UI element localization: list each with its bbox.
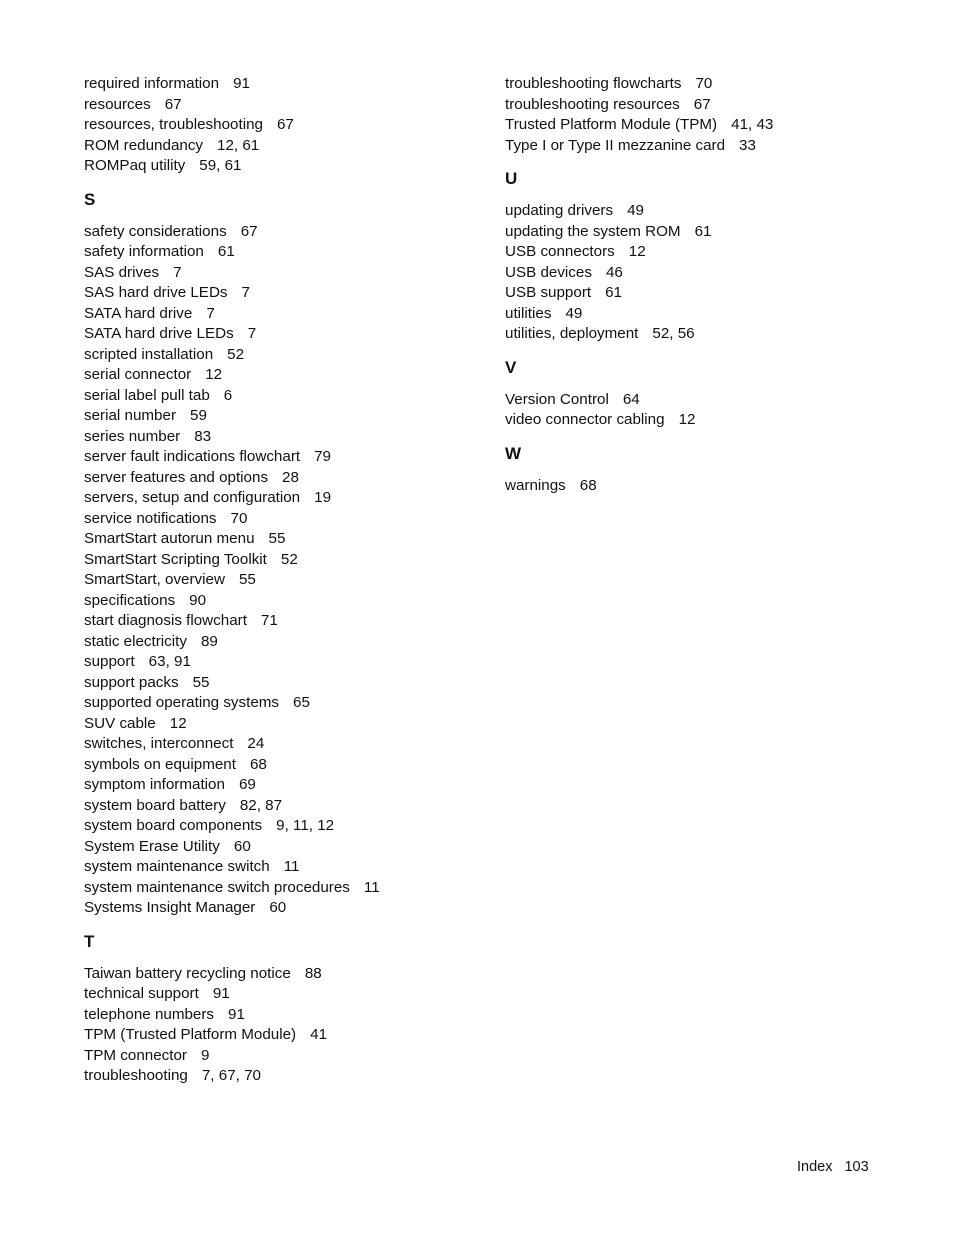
index-entry xyxy=(84,611,484,632)
index-term: Taiwan battery recycling notice xyxy=(84,964,291,982)
index-page-refs: 64 xyxy=(622,390,640,408)
index-entry xyxy=(84,632,484,653)
index-term: technical support xyxy=(84,985,199,1002)
index-entry xyxy=(84,837,484,858)
footer-page-number: 103 xyxy=(844,1159,869,1175)
index-page-refs: 12 xyxy=(169,714,187,732)
index-term: utilities, deployment xyxy=(505,325,639,342)
index-page-refs: 59, 61 xyxy=(199,157,242,174)
index-page-refs: 61 xyxy=(694,222,712,240)
index-page-refs: 49 xyxy=(627,202,644,219)
index-page-refs: 67 xyxy=(693,95,711,113)
index-entry xyxy=(84,734,484,755)
index-entry xyxy=(84,95,484,116)
index-column-left xyxy=(84,74,484,1087)
index-term: safety considerations xyxy=(84,222,227,240)
index-entry xyxy=(84,345,484,366)
index-term: support packs xyxy=(84,673,179,691)
index-column-right xyxy=(505,74,925,496)
index-page-refs: 12, 61 xyxy=(217,136,260,154)
index-entry xyxy=(84,1046,484,1067)
index-term: start diagnosis flowchart xyxy=(84,612,247,629)
index-entry xyxy=(84,304,484,325)
index-term: series number xyxy=(84,427,181,445)
index-term: servers, setup and configuration xyxy=(84,489,301,506)
index-term: SmartStart autorun menu xyxy=(84,530,255,547)
index-entry xyxy=(84,283,484,304)
index-entry xyxy=(505,283,925,304)
index-page-refs: 11 xyxy=(283,858,300,875)
index-page-refs: 52 xyxy=(280,550,298,568)
index-page-refs: 70 xyxy=(695,75,713,92)
index-term: SAS drives xyxy=(84,263,160,281)
index-page-refs: 52, 56 xyxy=(652,325,695,342)
index-letter-heading: T xyxy=(84,931,95,951)
index-entry xyxy=(84,984,484,1005)
index-entry xyxy=(84,468,484,489)
index-entry xyxy=(84,509,484,530)
index-entry xyxy=(84,263,484,284)
index-page-refs: 68 xyxy=(579,476,597,494)
index-page-refs: 28 xyxy=(282,468,299,486)
index-entry xyxy=(505,324,925,345)
index-entry xyxy=(84,74,484,95)
index-page-refs: 55 xyxy=(268,530,286,547)
index-entry xyxy=(505,201,925,222)
index-term: Version Control xyxy=(505,390,609,408)
index-entry xyxy=(505,390,925,411)
index-entry xyxy=(505,410,925,431)
index-page-refs: 90 xyxy=(189,591,207,609)
index-term: static electricity xyxy=(84,632,187,650)
index-page-refs: 46 xyxy=(605,263,623,281)
index-term: TPM connector xyxy=(84,1046,187,1064)
index-page-refs: 12 xyxy=(678,411,696,428)
index-page-refs: 91 xyxy=(233,75,250,92)
index-term: SATA hard drive LEDs xyxy=(84,325,234,342)
index-term: supported operating systems xyxy=(84,694,280,711)
index-term: updating the system ROM xyxy=(505,222,681,240)
index-term: scripted installation xyxy=(84,345,214,363)
index-page-refs: 6 xyxy=(223,386,233,404)
index-entry xyxy=(505,476,925,497)
index-term: required information xyxy=(84,75,220,92)
index-entry xyxy=(505,95,925,116)
index-term: system maintenance switch procedures xyxy=(84,878,350,896)
index-term: service notifications xyxy=(84,509,217,527)
index-page-refs: 12 xyxy=(205,366,223,383)
index-page-refs: 9 xyxy=(200,1046,210,1064)
index-entry xyxy=(505,304,925,325)
index-term: SUV cable xyxy=(84,714,156,732)
index-entry xyxy=(505,136,925,157)
index-entry xyxy=(84,796,484,817)
index-term: SATA hard drive xyxy=(84,304,193,322)
index-term: ROMPaq utility xyxy=(84,157,186,174)
index-page-refs: 67 xyxy=(240,222,258,240)
index-page-refs: 61 xyxy=(605,284,623,301)
index-page-refs: 61 xyxy=(217,243,235,260)
index-entry xyxy=(84,529,484,550)
index-entry xyxy=(84,964,484,985)
index-entry xyxy=(84,652,484,673)
index-page-refs: 11 xyxy=(363,878,380,896)
index-page-refs: 7 xyxy=(241,284,250,301)
index-entry xyxy=(84,427,484,448)
index-page-refs: 67 xyxy=(164,95,182,113)
index-letter-heading: S xyxy=(84,189,96,209)
index-entry xyxy=(84,673,484,694)
index-entry xyxy=(84,1025,484,1046)
index-entry xyxy=(84,488,484,509)
footer-section-label: Index xyxy=(797,1159,833,1175)
index-term: System Erase Utility xyxy=(84,837,220,855)
index-term: USB devices xyxy=(505,263,592,281)
index-page-refs: 7 xyxy=(206,304,215,322)
index-term: specifications xyxy=(84,591,176,609)
index-term: SmartStart Scripting Toolkit xyxy=(84,550,267,568)
index-term: USB support xyxy=(505,284,592,301)
index-term: SAS hard drive LEDs xyxy=(84,284,228,301)
index-entry xyxy=(84,570,484,591)
index-entry xyxy=(84,115,484,136)
index-entry xyxy=(84,693,484,714)
index-entry xyxy=(84,714,484,735)
index-entry xyxy=(84,447,484,468)
index-entry xyxy=(84,857,484,878)
index-term: support xyxy=(84,653,135,670)
index-entry xyxy=(84,1005,484,1026)
index-page-refs: 91 xyxy=(212,985,230,1002)
index-entry xyxy=(84,816,484,837)
index-page-refs: 7 xyxy=(173,263,182,281)
index-letter-heading: W xyxy=(505,443,522,463)
index-term: symbols on equipment xyxy=(84,755,236,773)
index-page-refs: 89 xyxy=(200,632,218,650)
index-term: Systems Insight Manager xyxy=(84,899,256,916)
index-term: switches, interconnect xyxy=(84,735,234,752)
index-entry xyxy=(84,324,484,345)
index-term: USB connectors xyxy=(505,243,615,260)
index-term: serial connector xyxy=(84,366,192,383)
index-term: safety information xyxy=(84,243,204,260)
index-entry xyxy=(84,550,484,571)
index-page-refs: 79 xyxy=(314,448,332,465)
index-entry xyxy=(84,386,484,407)
index-page-refs: 24 xyxy=(247,735,265,752)
index-term: serial number xyxy=(84,407,177,424)
index-entry xyxy=(84,365,484,386)
index-term: troubleshooting flowcharts xyxy=(505,75,682,92)
index-page-refs: 82, 87 xyxy=(239,796,283,814)
index-page-refs: 33 xyxy=(739,136,756,154)
index-page-refs: 9, 11, 12 xyxy=(276,817,335,834)
index-page-refs: 83 xyxy=(194,427,212,445)
index-page-refs: 69 xyxy=(238,776,256,793)
index-term: serial label pull tab xyxy=(84,386,210,404)
index-page-refs: 70 xyxy=(230,509,248,527)
index-term: resources, troubleshooting xyxy=(84,116,263,133)
index-term: resources xyxy=(84,95,151,113)
index-term: system maintenance switch xyxy=(84,858,270,875)
index-term: system board components xyxy=(84,817,263,834)
index-entry xyxy=(84,878,484,899)
index-entry xyxy=(505,242,925,263)
index-page-refs: 12 xyxy=(628,243,646,260)
index-term: Trusted Platform Module (TPM) xyxy=(505,116,718,133)
index-entry xyxy=(505,222,925,243)
index-page-refs: 49 xyxy=(565,304,583,322)
index-term: updating drivers xyxy=(505,202,614,219)
index-entry xyxy=(84,136,484,157)
index-page-refs: 71 xyxy=(260,612,278,629)
index-page-refs: 68 xyxy=(249,755,267,773)
index-page-refs: 91 xyxy=(228,1005,245,1023)
index-page-refs: 55 xyxy=(238,571,256,588)
index-term: server features and options xyxy=(84,468,269,486)
index-page-refs: 65 xyxy=(293,694,310,711)
index-page-refs: 63, 91 xyxy=(148,653,191,670)
index-page-refs: 7 xyxy=(247,325,257,342)
index-entry xyxy=(84,406,484,427)
index-term: SmartStart, overview xyxy=(84,571,225,588)
index-term: symptom information xyxy=(84,776,225,793)
index-page-refs: 60 xyxy=(233,837,251,855)
index-entry xyxy=(84,898,484,919)
index-entry xyxy=(505,74,925,95)
index-term: server fault indications flowchart xyxy=(84,448,301,465)
index-page-refs: 7, 67, 70 xyxy=(201,1067,261,1084)
index-term: TPM (Trusted Platform Module) xyxy=(84,1026,297,1043)
index-term: Type I or Type II mezzanine card xyxy=(505,136,726,154)
index-entry xyxy=(84,775,484,796)
index-page-refs: 41, 43 xyxy=(731,116,774,133)
index-entry xyxy=(84,591,484,612)
index-entry xyxy=(84,755,484,776)
index-page-refs: 59 xyxy=(190,407,207,424)
index-term: troubleshooting xyxy=(84,1067,188,1084)
index-page-refs: 19 xyxy=(314,489,332,506)
index-page-refs: 52 xyxy=(227,345,245,363)
index-letter-heading: U xyxy=(505,169,518,188)
index-page-refs: 41 xyxy=(310,1026,328,1043)
index-term: troubleshooting resources xyxy=(505,95,680,113)
index-entry xyxy=(84,156,484,177)
index-term: utilities xyxy=(505,304,552,322)
index-page-refs: 55 xyxy=(192,673,210,691)
index-term: warnings xyxy=(505,476,566,494)
index-term: telephone numbers xyxy=(84,1005,215,1023)
index-entry xyxy=(84,1066,484,1087)
index-term: ROM redundancy xyxy=(84,136,204,154)
index-entry xyxy=(84,242,484,263)
index-term: video connector cabling xyxy=(505,411,665,428)
page-footer xyxy=(797,1157,869,1177)
index-entry xyxy=(84,222,484,243)
index-entry xyxy=(505,115,925,136)
index-entry xyxy=(505,263,925,284)
index-page-refs: 67 xyxy=(276,116,294,133)
index-page-refs: 88 xyxy=(304,964,322,982)
index-letter-heading: V xyxy=(505,357,517,377)
index-term: system board battery xyxy=(84,796,226,814)
index-page-refs: 60 xyxy=(269,899,287,916)
